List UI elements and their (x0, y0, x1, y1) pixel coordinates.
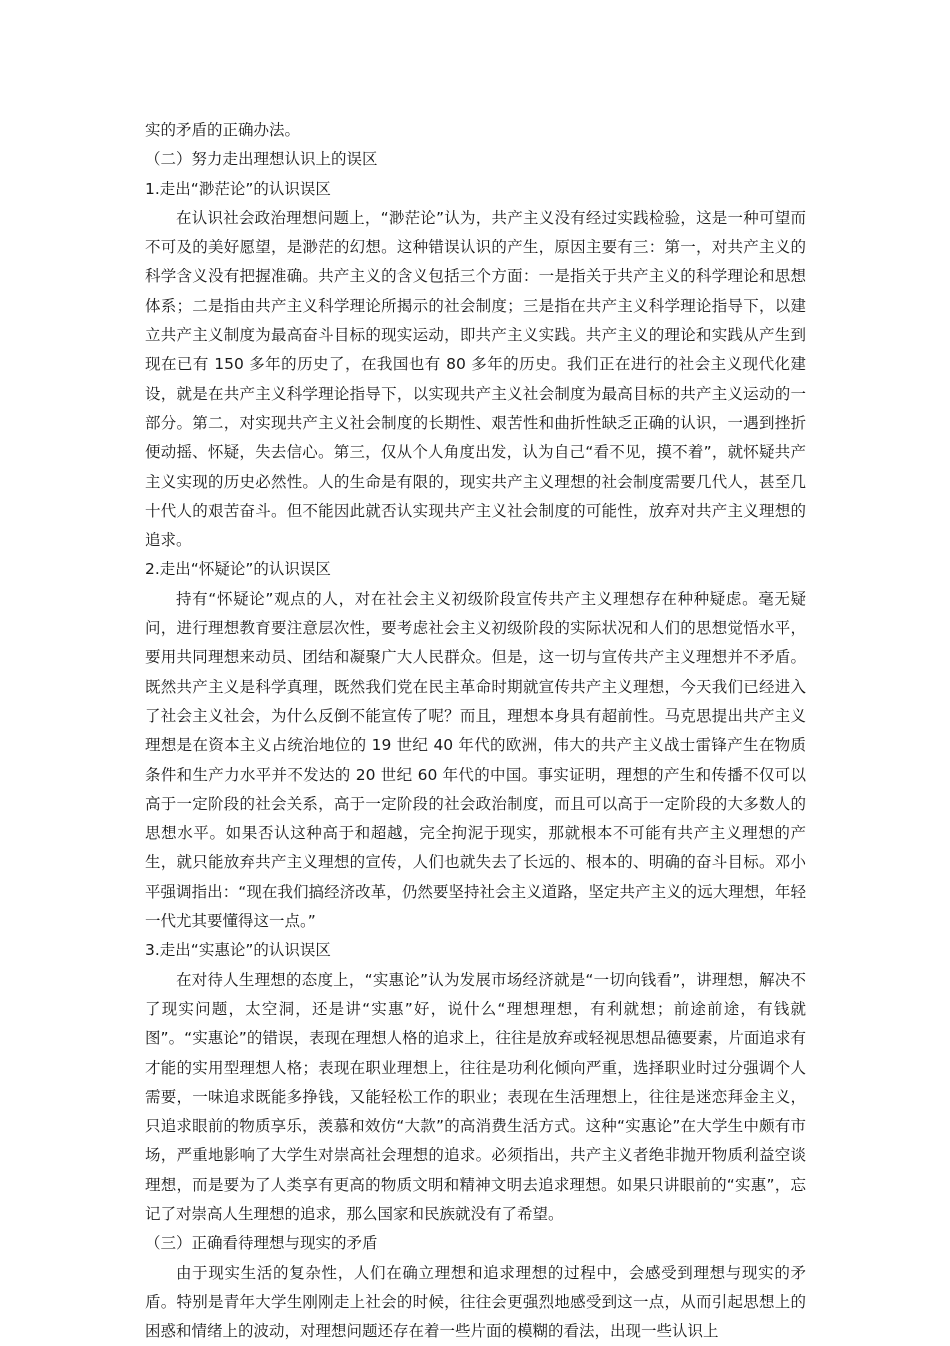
section-3-paragraph: 由于现实生活的复杂性，人们在确立理想和追求理想的过程中，会感受到理想与现实的矛盾。特别是青年大学生刚刚走上社会的时候，往往会更强烈地感受到这一点，从而引起思想上的困惑和情绪上的波动，对理想问题还存在着一些片面的模糊的看法，出现一些认识上 (145, 1263, 806, 1341)
subsection-2-heading: 2.走出“怀疑论”的认识误区 (145, 560, 331, 579)
subsection-3-paragraph: 在对待人生理想的态度上，“实惠论”认为发展市场经济就是“一切向钱看”，讲理想，解决不了现实问题，太空洞，还是讲“实惠”好，说什么“理想理想，有利就想；前途前途，有钱就图”。“实惠论”的错误，表现在理想人格的追求上，往往是放弃或轻视思想品德要素，片面追求有才能的实用型理想人格；表现在职业理想上，往往是功利化倾向严重，选择职业时过分强调个人需要，一味追求既能多挣钱，又能轻松工作的职业；表现在生活理想上，往往是迷恋拜金主义，只追求眼前的物质享乐，羡慕和效仿“大款”的高消费生活方式。这种“实惠论”在大学生中颇有市场，严重地影响了大学生对崇高社会理想的追求。必须指出，共产主义者绝非抛开物质利益空谈理想，而是要为了人类享有更高的物质文明和精神文明去追求理想。如果只讲眼前的“实惠”，忘记了对崇高人生理想的追求，那么国家和民族就没有了希望。 (145, 970, 806, 1223)
subsection-3-heading: 3.走出“实惠论”的认识误区 (145, 941, 331, 960)
subsection-1-heading: 1.走出“渺茫论”的认识误区 (145, 179, 331, 198)
subsection-1-paragraph: 在认识社会政治理想问题上，“渺茫论”认为，共产主义没有经过实践检验，这是一种可望而不可及的美好愿望，是渺茫的幻想。这种错误认识的产生，原因主要有三：第一，对共产主义的科学含义没有把握准确。共产主义的含义包括三个方面：一是指关于共产主义的科学理论和思想体系；二是指由共产主义科学理论所揭示的社会制度；三是指在共产主义科学理论指导下，以建立共产主义制度为最高奋斗目标的现实运动，即共产主义实践。共产主义的理论和实践从产生到现在已有 150 多年的历史了，在我国也有 80 多年的历史。我们正在进行的社会主义现代化建设，就是在共产主义科学理论指导下，以实现共产主义社会制度为最高目标的共产主义运动的一部分。第二，对实现共产主义社会制度的长期性、艰苦性和曲折性缺乏正确的认识，一遇到挫折便动摇、怀疑，失去信心。第三，仅从个人角度出发，认为自己“看不见，摸不着”，就怀疑共产主义实现的历史必然性。人的生命是有限的，现实共产主义理想的社会制度需要几代人，甚至几十代人的艰苦奋斗。但不能因此就否认实现共产主义社会制度的可能性，放弃对共产主义理想的追求。 (145, 208, 806, 550)
subsection-2-paragraph: 持有“怀疑论”观点的人，对在社会主义初级阶段宣传共产主义理想存在种种疑虑。毫无疑问，进行理想教育要注意层次性，要考虑社会主义初级阶段的实际状况和人们的思想觉悟水平，要用共同理想来动员、团结和凝聚广大人民群众。但是，这一切与宣传共产主义理想并不矛盾。既然共产主义是科学真理，既然我们党在民主革命时期就宣传共产主义理想，今天我们已经进入了社会主义社会，为什么反倒不能宣传了呢？而且，理想本身具有超前性。马克思提出共产主义理想是在资本主义占统治地位的 19 世纪 40 年代的欧洲，伟大的共产主义战士雷锋产生在物质条件和生产力水平并不发达的 20 世纪 60 年代的中国。事实证明，理想的产生和传播不仅可以高于一定阶段的社会关系，高于一定阶段的社会政治制度，而且可以高于一定阶段的大多数人的思想水平。如果否认这种高于和超越，完全拘泥于现实，那就根本不可能有共产主义理想的产生，就只能放弃共产主义理想的宣传，人们也就失去了长远的、根本的、明确的奋斗目标。邓小平强调指出：“现在我们搞经济改革，仍然要坚持社会主义道路，坚定共产主义的远大理想，年轻一代尤其要懂得这一点。” (145, 589, 806, 931)
section-3-heading: （三）正确看待理想与现实的矛盾 (145, 1234, 378, 1253)
section-2-heading: （二）努力走出理想认识上的误区 (145, 150, 378, 169)
document-page (145, 116, 806, 1346)
lead-in-paragraph: 实的矛盾的正确办法。 (145, 121, 301, 139)
